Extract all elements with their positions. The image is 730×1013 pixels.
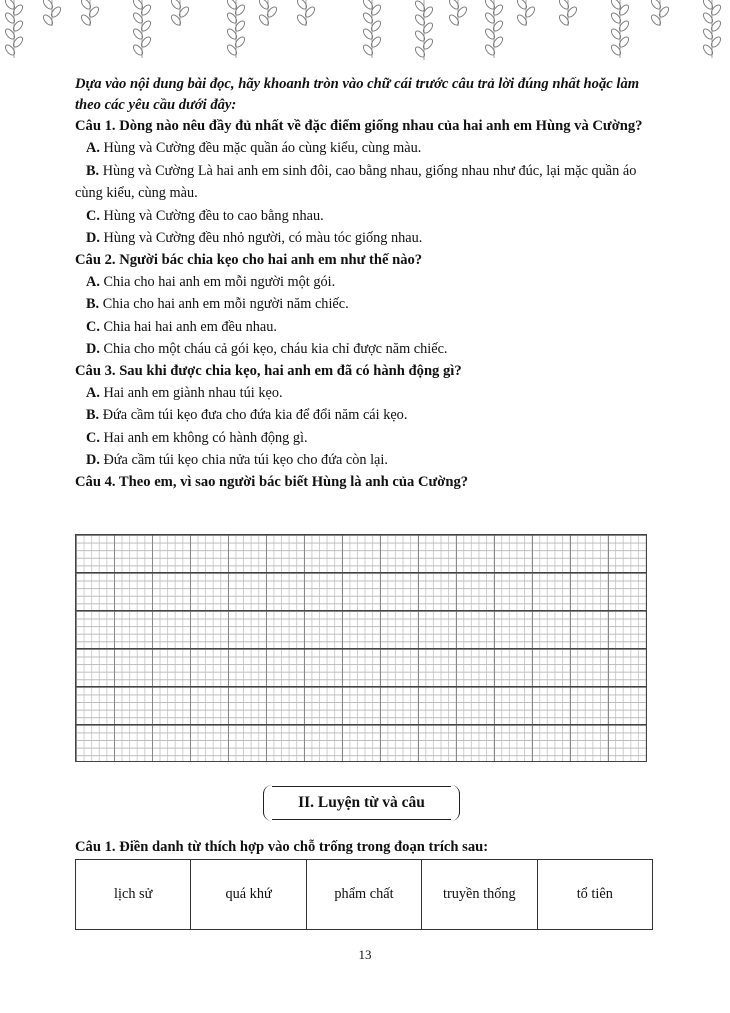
option-b[interactable] (75, 404, 655, 427)
question-4-title: Câu 4. Theo em, vì sao người bác biết Hùng là anh của Cường? (75, 473, 469, 490)
option-text: Hai anh em không có hành động gì. (99, 429, 308, 446)
question-1 (75, 116, 655, 250)
option-d[interactable] (75, 227, 655, 250)
option-letter: B. (86, 162, 100, 179)
word-bank-cell: tổ tiên (537, 860, 652, 930)
section-title-text: II. Luyện từ và câu (298, 794, 425, 811)
word-bank-cell: truyền thống (422, 860, 537, 930)
option-d[interactable] (75, 338, 655, 361)
option-text: Hùng và Cường đều mặc quần áo cùng kiểu, cùng màu. (99, 140, 422, 156)
option-a[interactable] (75, 271, 655, 294)
reading-questions (75, 74, 655, 493)
question-title: Câu 1. Dòng nào nêu đầy đủ nhất về đặc điểm giống nhau của hai anh em Hùng và Cường? (75, 118, 643, 134)
option-letter: D. (86, 452, 100, 468)
option-letter: A. (86, 384, 100, 401)
option-letter: A. (86, 140, 100, 156)
option-c[interactable] (75, 427, 655, 450)
word-bank-cell: phẩm chất (306, 860, 421, 930)
option-text: Đứa cầm túi kẹo chia nửa túi kẹo cho đứa còn lại. (99, 452, 388, 468)
option-text: Đứa cầm túi kẹo đưa cho đứa kia để đổi năm cái kẹo. (99, 407, 408, 423)
answer-writing-grid[interactable] (75, 534, 647, 762)
question-2 (75, 250, 655, 361)
option-letter: C. (86, 318, 100, 335)
question-3 (75, 361, 655, 472)
option-text: Hùng và Cường đều to cao bằng nhau. (99, 207, 324, 224)
option-c[interactable] (75, 205, 655, 228)
question-title: Câu 3. Sau khi được chia kẹo, hai anh em đã có hành động gì? (75, 362, 462, 379)
option-d[interactable] (75, 449, 655, 472)
question-title: Câu 2. Người bác chia kẹo cho hai anh em như thế nào? (75, 251, 423, 268)
option-text: Hai anh em giành nhau túi kẹo. (99, 384, 283, 401)
option-letter: C. (86, 429, 100, 446)
option-a[interactable] (75, 382, 655, 405)
option-text: Hùng và Cường đều nhỏ người, có màu tóc giống nhau. (99, 230, 423, 246)
option-text: Chia cho một cháu cả gói kẹo, cháu kia chỉ được năm chiếc. (99, 341, 448, 357)
exercise-question-title: Câu 1. Điền danh từ thích hợp vào chỗ trống trong đoạn trích sau: (75, 839, 489, 855)
option-b[interactable] (75, 293, 655, 316)
leaf-vine-decoration (0, 0, 730, 70)
option-text: Chia hai hai anh em đều nhau. (99, 318, 277, 335)
instructions: Dựa vào nội dung bài đọc, hãy khoanh tròn vào chữ cái trước câu trả lời đúng nhất hoặc làm theo các yêu cầu dưới đây: (75, 76, 640, 113)
option-letter: C. (86, 207, 100, 224)
option-a[interactable] (75, 137, 655, 160)
option-letter: D. (86, 341, 100, 357)
page-number: 13 (358, 947, 372, 962)
word-bank-cell: quá khứ (191, 860, 306, 930)
option-letter: D. (86, 230, 100, 246)
option-text: Chia cho hai anh em mỗi người một gói. (99, 273, 336, 290)
option-text: Chia cho hai anh em mỗi người năm chiếc. (99, 296, 349, 312)
section-title (263, 786, 460, 820)
option-letter: B. (86, 407, 100, 423)
word-bank-table (75, 859, 653, 930)
option-text: Hùng và Cường Là hai anh em sinh đôi, cao bằng nhau, giống nhau như đúc, lại mặc quần áo cùng kiểu, cùng màu. (75, 162, 637, 201)
option-letter: B. (86, 296, 100, 312)
option-letter: A. (86, 273, 100, 290)
word-bank-cell: lịch sử (76, 860, 191, 930)
option-c[interactable] (75, 316, 655, 339)
option-b[interactable] (75, 160, 655, 205)
word-bank-row (76, 860, 653, 930)
